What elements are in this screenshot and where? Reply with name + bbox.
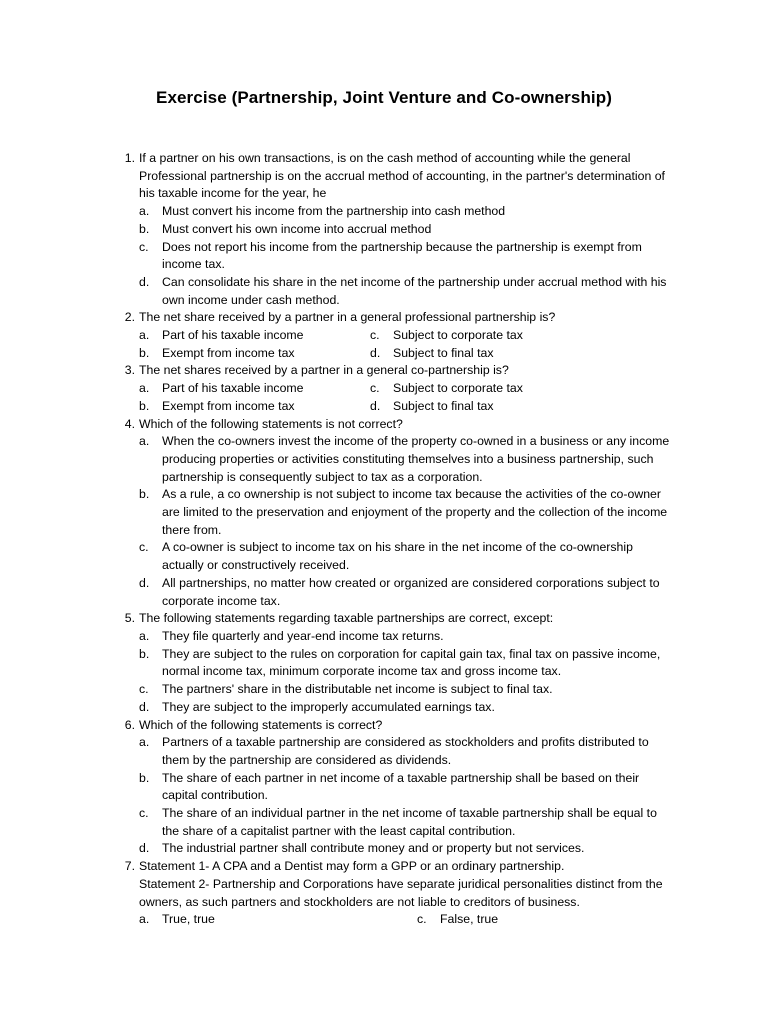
question-number: 2. <box>124 310 135 325</box>
question-6-options <box>113 734 673 858</box>
question-2 <box>113 309 673 327</box>
option-text: Part of his taxable income <box>162 381 304 396</box>
option-2b <box>113 345 370 363</box>
option-label: a. <box>139 434 150 449</box>
option-text: Exempt from income tax <box>162 398 295 413</box>
option-label: d. <box>370 345 381 360</box>
option-label: c. <box>139 806 149 821</box>
option-label: a. <box>139 204 150 219</box>
question-number: 5. <box>124 611 135 626</box>
question-3 <box>113 362 673 380</box>
option-text: Subject to final tax <box>393 398 494 413</box>
option-label: b. <box>139 345 150 360</box>
question-text: Which of the following statements is not correct? <box>139 416 403 431</box>
document-title: Exercise (Partnership, Joint Venture and Co-ownership) <box>156 88 612 107</box>
option-3c <box>370 380 523 398</box>
option-label: d. <box>139 575 150 590</box>
option-label: a. <box>139 735 150 750</box>
question-5 <box>113 610 673 628</box>
question-7 <box>113 858 673 911</box>
option-6a <box>113 734 673 769</box>
option-4b <box>113 486 673 539</box>
option-label: a. <box>139 912 150 927</box>
option-text: False, true <box>440 912 499 927</box>
question-1 <box>113 150 673 203</box>
question-4-options <box>113 433 673 610</box>
option-1b <box>113 221 673 239</box>
option-text: They are subject to the improperly accumulated earnings tax. <box>162 699 495 714</box>
question-3-options-row-1 <box>113 380 673 398</box>
option-label: c. <box>370 381 380 396</box>
question-7-options-row-1 <box>113 911 673 929</box>
option-label: a. <box>139 328 150 343</box>
question-number: 6. <box>124 717 135 732</box>
option-text: Part of his taxable income <box>162 328 304 343</box>
question-text: The following statements regarding taxable partnerships are correct, except: <box>139 611 554 626</box>
option-text: Subject to corporate tax <box>393 328 523 343</box>
question-3-options-row-2 <box>113 398 673 416</box>
question-2-options-row-2 <box>113 345 673 363</box>
option-label: c. <box>139 540 149 555</box>
option-text: True, true <box>162 912 215 927</box>
question-1-options <box>113 203 673 309</box>
option-1d <box>113 274 673 309</box>
option-3d <box>370 398 493 416</box>
statement-1: Statement 1- A CPA and a Dentist may form a GPP or an ordinary partnership. <box>139 859 565 874</box>
option-label: c. <box>139 239 149 254</box>
option-text: The partners' share in the distributable net income is subject to final tax. <box>162 682 553 697</box>
option-2a <box>113 327 370 345</box>
option-2c <box>370 327 523 345</box>
option-label: b. <box>139 646 150 661</box>
question-number: 7. <box>124 859 135 874</box>
question-number: 1. <box>124 151 135 165</box>
question-2-options-row-1 <box>113 327 673 345</box>
question-list <box>113 150 673 929</box>
option-text: The industrial partner shall contribute money and or property but not services. <box>162 841 585 856</box>
option-3b <box>113 398 370 416</box>
question-text: The net share received by a partner in a general professional partnership is? <box>139 310 556 325</box>
question-4 <box>113 416 673 434</box>
option-text: A co-owner is subject to income tax on his share in the net income of the co-ownership actually or constructively received. <box>162 540 633 573</box>
option-1c <box>113 239 673 274</box>
question-text: If a partner on his own transactions, is on the cash method of accounting while the general Professional partnership is on the accrual method of accounting, in the partner's determination of his taxable income for the year, he <box>139 151 665 201</box>
option-text: Subject to final tax <box>393 345 494 360</box>
option-label: d. <box>139 841 150 856</box>
option-5c <box>113 681 673 699</box>
option-5b <box>113 646 673 681</box>
option-text: They file quarterly and year-end income tax returns. <box>162 628 444 643</box>
option-4a <box>113 433 673 486</box>
option-1a <box>113 203 673 221</box>
question-6 <box>113 717 673 735</box>
option-6d <box>113 840 673 858</box>
option-label: b. <box>139 487 150 502</box>
option-label: c. <box>370 328 380 343</box>
option-7c <box>417 911 498 929</box>
option-4d <box>113 575 673 610</box>
option-text: Partners of a taxable partnership are considered as stockholders and profits distributed to them by the partnership are considered as dividends. <box>162 735 649 767</box>
option-label: b. <box>139 221 150 236</box>
option-6b <box>113 770 673 805</box>
option-label: a. <box>139 628 150 643</box>
option-5a <box>113 628 673 646</box>
option-text: As a rule, a co ownership is not subject to income tax because the activities of the co-owner are limited to the preservation and enjoyment of the property and the collection of the income there from. <box>162 487 668 537</box>
option-text: Must convert his own income into accrual method <box>162 221 432 236</box>
option-label: c. <box>417 912 427 927</box>
option-text: They are subject to the rules on corporation for capital gain tax, final tax on passive income, normal income tax, minimum corporate income tax and gross income tax. <box>162 646 661 679</box>
option-text: When the co-owners invest the income of the property co-owned in a business or any income producing properties or activities constituting themselves into a business partnership, such partnership is consequently subject to tax as a corporation. <box>162 434 670 484</box>
option-text: The share of each partner in net income of a taxable partnership shall be based on their capital contribution. <box>162 770 640 803</box>
option-label: b. <box>139 770 150 785</box>
question-number: 3. <box>124 363 135 378</box>
option-label: d. <box>139 274 150 289</box>
option-text: Can consolidate his share in the net income of the partnership under accrual method with his own income under cash method. <box>162 274 667 307</box>
option-text: The share of an individual partner in the net income of taxable partnership shall be equal to the share of a capitalist partner with the least capital contribution. <box>162 806 657 838</box>
option-text: Exempt from income tax <box>162 345 295 360</box>
option-label: c. <box>139 682 149 697</box>
option-label: d. <box>370 398 381 413</box>
option-5d <box>113 699 673 717</box>
question-text: Which of the following statements is correct? <box>139 717 383 732</box>
question-5-options <box>113 628 673 717</box>
option-label: b. <box>139 398 150 413</box>
question-number: 4. <box>124 416 135 431</box>
option-6c <box>113 805 673 840</box>
option-7a <box>113 911 417 929</box>
option-3a <box>113 380 370 398</box>
statement-2: Statement 2- Partnership and Corporations have separate juridical personalities distinct from the owners, as such partners and stockholders are not liable to creditors of business. <box>139 876 663 909</box>
option-4c <box>113 539 673 574</box>
option-label: d. <box>139 699 150 714</box>
option-text: All partnerships, no matter how created or organized are considered corporations subject to corporate income tax. <box>162 575 660 608</box>
option-text: Does not report his income from the partnership because the partnership is exempt from income tax. <box>162 239 642 272</box>
option-label: a. <box>139 381 150 396</box>
option-2d <box>370 345 493 363</box>
question-text: The net shares received by a partner in a general co-partnership is? <box>139 363 509 378</box>
option-text: Must convert his income from the partnership into cash method <box>162 204 506 219</box>
option-text: Subject to corporate tax <box>393 381 523 396</box>
